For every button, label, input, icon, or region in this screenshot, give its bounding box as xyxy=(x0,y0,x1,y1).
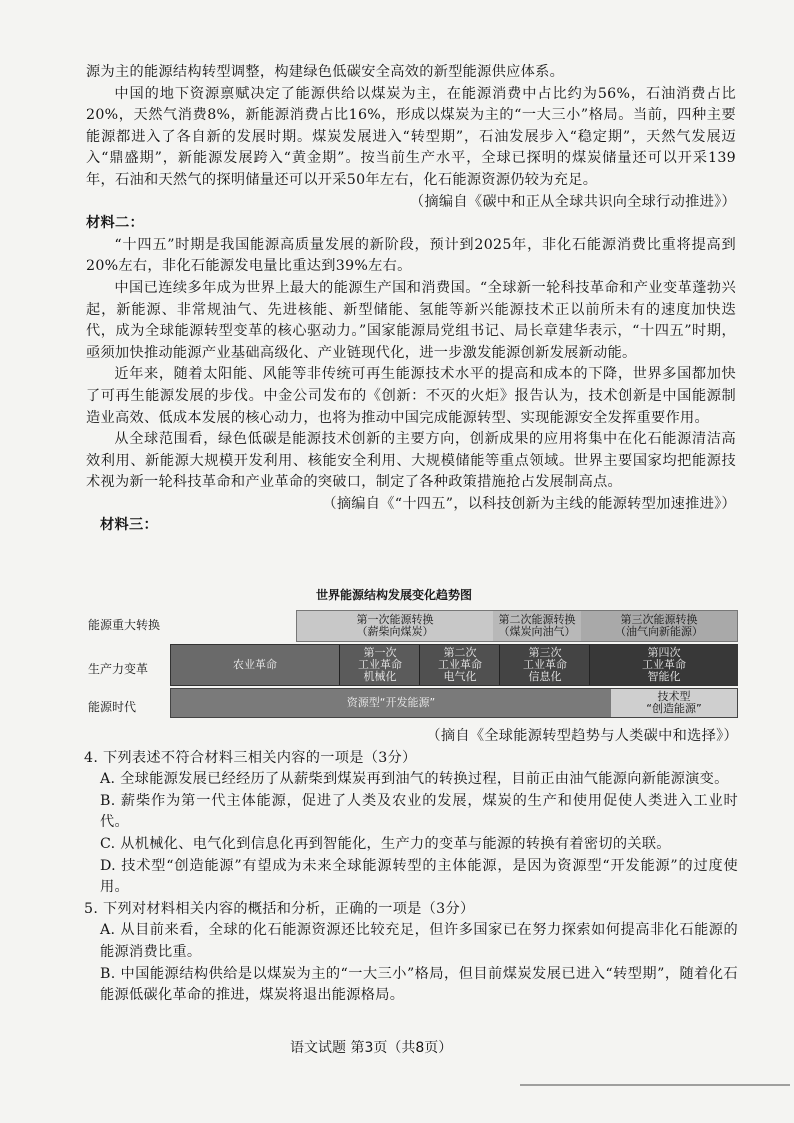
question-4-option-d: D. 技术型“创造能源”有望成为未来全球能源转型的主体能源，是因为资源型“开发能源”的过度使用。 xyxy=(100,857,738,896)
revolution-4-feature: 智能化 xyxy=(647,670,681,683)
material-one-text xyxy=(86,62,736,537)
industrial-revolution-4 xyxy=(589,645,738,685)
question-4-stem: 4. 下列表述不符合材料三相关内容的一项是（3分） xyxy=(84,749,417,766)
first-transition-name: 第一次能源转换 xyxy=(356,613,434,626)
third-transition xyxy=(581,611,737,641)
revolution-1-name: 第一次 xyxy=(363,646,397,659)
revolution-1-feature: 机械化 xyxy=(363,670,397,683)
revolution-4-name: 第四次 xyxy=(647,646,681,659)
third-transition-name: 第三次能源转换 xyxy=(620,613,698,626)
material-two-paragraph-1: “十四五”时期是我国能源高质量发展的新阶段，预计到2025年，非化石能源消费比重将提高到20%左右，非化石能源发电量比重达到39%左右。 xyxy=(86,236,736,275)
third-transition-detail: （油气向新能源） xyxy=(615,625,703,638)
row-label-productivity: 生产力变革 xyxy=(88,662,149,676)
material-two-paragraph-3: 近年来，随着太阳能、风能等非传统可再生能源技术水平的提高和成本的下降，世界多国都加快了可再生能源发展的步伐。中金公司发布的《创新：不灭的火炬》报告认为，技术创新是中国能源制造业高效、低成本发展的核心动力，也将为推动中国完成能源转型、实现能源安全发挥重要作用。 xyxy=(86,366,736,426)
tech-energy-label-1: 技术型 xyxy=(657,690,691,703)
row-label-energy-era: 能源时代 xyxy=(88,700,137,714)
tech-energy-label-2: “创造能源” xyxy=(646,702,702,715)
revolution-3-feature: 信息化 xyxy=(528,670,562,683)
revolution-1-type: 工业革命 xyxy=(358,658,402,671)
question-5-stem: 5. 下列对材料相关内容的概括和分析，正确的一项是（3分） xyxy=(84,900,475,917)
material-one-source: （摘编自《碳中和正从全球共识向全球行动推进》） xyxy=(409,193,736,210)
energy-era-bar xyxy=(170,688,738,718)
material-two-source: （摘编自《“十四五”，以科技创新为主线的能源转型加速推进》） xyxy=(322,495,736,512)
revolution-2-name: 第二次 xyxy=(443,646,477,659)
productivity-bar xyxy=(170,644,738,686)
question-4-option-c: C. 从机械化、电气化到信息化再到智能化，生产力的变革与能源的转换有着密切的关联。 xyxy=(100,835,671,852)
page-footer: 语文试题 第3页（共8页） xyxy=(290,1040,453,1056)
figure-title: 世界能源结构发展变化趋势图 xyxy=(316,588,473,602)
scan-edge-line xyxy=(520,1084,790,1086)
revolution-3-name: 第三次 xyxy=(528,646,562,659)
revolution-3-type: 工业革命 xyxy=(523,658,567,671)
material-three-label: 材料三： xyxy=(100,517,158,534)
material-two-paragraph-2: 中国已连续多年成为世界上最大的能源生产国和消费国。“全球新一轮科技革命和产业变革蓬勃兴起，新能源、非常规油气、先进核能、新型储能、氢能等新兴能源技术正以前所未有的速度加快迭代，成为全球能源转型变革的核心驱动力。”国家能源局党组书记、局长章建华表示，“十四五”时期，亟须加快推动能源产业基础高级化、产业链现代化，进一步激发能源创新发展新动能。 xyxy=(86,279,736,361)
material-two-label: 材料二： xyxy=(86,215,144,232)
intro-line: 源为主的能源结构转型调整，构建绿色低碳安全高效的新型能源供应体系。 xyxy=(86,64,565,80)
second-transition xyxy=(493,611,582,641)
tech-energy-era xyxy=(611,689,737,717)
question-5-option-a: A. 从目前来看，全球的化石能源资源还比较充足，但许多国家已在努力探索如何提高非化石能源的能源消费比重。 xyxy=(100,922,738,960)
energy-trend-figure xyxy=(86,586,738,724)
resource-energy-label: 资源型“开发能源” xyxy=(346,696,436,709)
first-transition-detail: （薪柴向煤炭） xyxy=(356,625,434,638)
second-transition-name: 第二次能源转换 xyxy=(498,613,576,626)
row-label-energy-transition: 能源重大转换 xyxy=(88,618,161,632)
material-two-paragraph-4: 从全球范围看，绿色低碳是能源技术创新的主要方向，创新成果的应用将集中在化石能源清洁高效利用、新能源大规模开发利用、核能安全利用、大规模储能等重点领域。世界主要国家均把能源技术视为新一轮科技革命和产业革命的突破口，制定了各种政策措施抢占发展制高点。 xyxy=(86,431,736,491)
question-5-option-b: B. 中国能源结构供给是以煤炭为主的“一大三小”格局，但目前煤炭发展已进入“转型期”，随着化石能源低碳化革命的推进，煤炭将退出能源格局。 xyxy=(100,965,738,1004)
revolution-2-type: 工业革命 xyxy=(438,658,482,671)
industrial-revolution-1 xyxy=(339,645,420,685)
revolution-4-type: 工业革命 xyxy=(642,658,686,671)
agricultural-revolution-label: 农业革命 xyxy=(233,658,277,671)
transition-bar xyxy=(296,610,738,642)
industrial-revolution-2 xyxy=(419,645,500,685)
agricultural-revolution xyxy=(171,645,339,685)
question-4-option-a: A. 全球能源发展已经经历了从薪柴到煤炭再到油气的转换过程，目前正由油气能源向新能源演变。 xyxy=(100,771,729,788)
question-4-option-b: B. 薪柴作为第一代主体能源，促进了人类及农业的发展，煤炭的生产和使用促使人类进入工业时代。 xyxy=(100,792,738,831)
industrial-revolution-3 xyxy=(499,645,590,685)
questions-block xyxy=(84,726,738,1007)
first-transition xyxy=(297,611,494,641)
revolution-2-feature: 电气化 xyxy=(443,670,477,683)
second-transition-detail: （煤炭向油气） xyxy=(498,625,576,638)
resource-energy-era xyxy=(171,689,611,717)
intro-paragraph: 中国的地下资源禀赋决定了能源供给以煤炭为主，在能源消费中占比约为56%，石油消费占比20%，天然气消费8%，新能源消费占比16%，形成以煤炭为主的“一大三小”格局。当前，四种主要能源都进入了各自新的发展时期。煤炭发展进入“转型期”，石油发展步入“稳定期”，天然气发展迈入“鼎盛期”，新能源发展跨入“黄金期”。按当前生产水平，全球已探明的煤炭储量还可以开采139年，石油和天然气的探明储量还可以开采50年左右，化石能源资源仍较为充足。 xyxy=(86,85,736,188)
material-three-source: （摘自《全球能源转型趋势与人类碳中和选择》） xyxy=(426,728,738,744)
